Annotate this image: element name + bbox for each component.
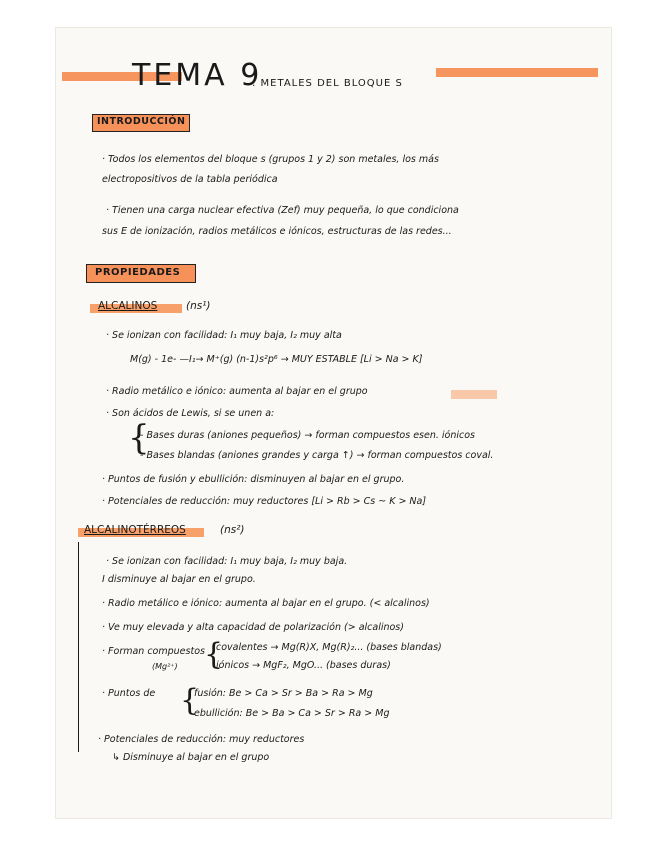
alcalinoterreos-line-5: · Forman compuestos — [102, 646, 205, 657]
title-highlight-right — [436, 68, 598, 77]
alcalinoterreos-line-8: iónicos → MgF₂, MgO... (bases duras) — [216, 660, 391, 671]
alcalinoterreos-line-6: (Mg²⁺) — [152, 662, 178, 671]
alcalinos-line-5: - Bases duras (aniones pequeños) → forman compuestos esen. iónicos — [140, 430, 476, 441]
alcalinos-config: (ns¹) — [186, 300, 211, 312]
intro-line-4: sus E de ionización, radios metálicos e iónicos, estructuras de las redes... — [102, 226, 452, 237]
intro-line-3: · Tienen una carga nuclear efectiva (Zef) muy pequeña, lo que condiciona — [106, 205, 459, 216]
alcalinoterreos-config: (ns²) — [220, 524, 245, 536]
lewis-brace: { — [128, 418, 150, 458]
page-title: TEMA 9 — [132, 58, 263, 93]
introduccion-heading: INTRODUCCIÓN — [97, 116, 186, 127]
alcalinos-line-8: · Potenciales de reducción: muy reductores [Li > Rb > Cs ~ K > Na] — [102, 496, 427, 507]
alcalinoterreos-line-2: I disminuye al bajar en el grupo. — [102, 574, 256, 585]
alcalinos-line-4: · Son ácidos de Lewis, si se unen a: — [106, 408, 275, 419]
intro-line-1: · Todos los elementos del bloque s (grupos 1 y 2) son metales, los más — [102, 154, 439, 165]
alcalinos-line-2: M(g) - 1e- —I₁→ M⁺(g) (n-1)s²p⁶ → MUY ESTABLE [Li > Na > K] — [130, 354, 423, 365]
puntos-brace: { — [180, 683, 200, 718]
radio-highlight — [451, 390, 497, 399]
alcalinoterreos-line-4: · Ve muy elevada y alta capacidad de polarización (> alcalinos) — [102, 622, 404, 633]
alcalinoterreos-line-7: covalentes → Mg(R)X, Mg(R)₂... (bases blandas) — [216, 642, 442, 653]
propiedades-heading: PROPIEDADES — [95, 267, 181, 278]
alcalinoterreos-line-13: ↳ Disminuye al bajar en el grupo — [112, 752, 270, 763]
compuestos-brace: { — [204, 637, 224, 672]
alcalinoterreos-label: ALCALINOTÉRREOS — [84, 524, 186, 536]
alcalinoterreos-line-3: · Radio metálico e iónico: aumenta al bajar en el grupo. (< alcalinos) — [102, 598, 430, 609]
notebook-page — [56, 28, 611, 818]
alcalinoterreos-line-10: fusión: Be > Ca > Sr > Ba > Ra > Mg — [194, 688, 373, 699]
alcalinos-label: ALCALINOS — [98, 300, 158, 312]
alcalinos-line-1: · Se ionizan con facilidad: I₁ muy baja, I₂ muy alta — [106, 330, 342, 341]
alcalinos-line-7: · Puntos de fusión y ebullición: disminuyen al bajar en el grupo. — [102, 474, 405, 485]
alcalinoterreos-line-1: · Se ionizan con facilidad: I₁ muy baja, I₂ muy baja. — [106, 556, 348, 567]
alcalinos-line-3: · Radio metálico e iónico: aumenta al bajar en el grupo — [106, 386, 368, 397]
alcalinos-line-6: - Bases blandas (aniones grandes y carga ↑) → forman compuestos coval. — [140, 450, 494, 461]
alcalinoterreos-bracket-line — [78, 542, 79, 752]
alcalinoterreos-line-11: ebullición: Be > Ba > Ca > Sr > Ra > Mg — [194, 708, 390, 719]
alcalinoterreos-line-12: · Potenciales de reducción: muy reductores — [98, 734, 305, 745]
page-subtitle: : METALES DEL BLOQUE S — [252, 78, 403, 89]
alcalinoterreos-line-9: · Puntos de — [102, 688, 156, 699]
intro-line-2: electropositivos de la tabla periódica — [102, 174, 278, 185]
